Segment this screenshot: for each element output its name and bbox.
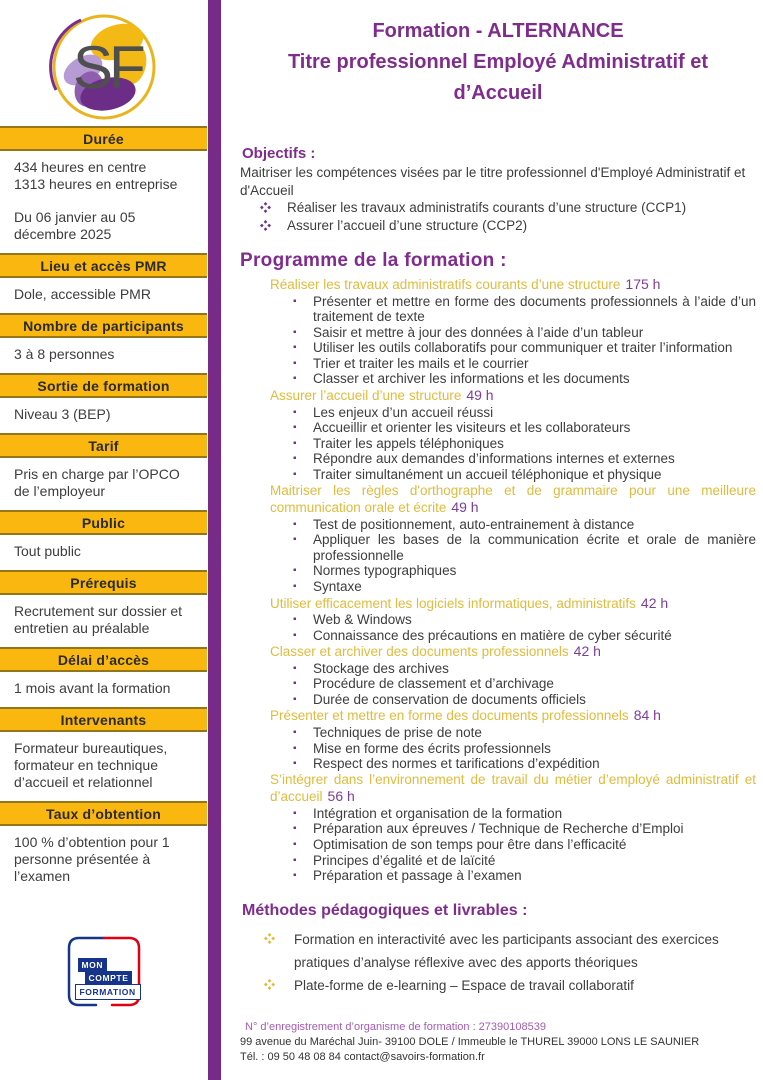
footer-registration: N° d’enregistrement d’organisme de formation : 27390108539 (245, 1021, 546, 1033)
footer-address: 99 avenue du Maréchal Juin- 39100 DOLE / Immeuble le THUREL 39000 LONS LE SAUNIER (240, 1036, 700, 1048)
square-bullet-icon: ▪ (293, 357, 297, 369)
methode-bullet-text: Plate-forme de e-learning – Espace de travail collaboratif (294, 977, 634, 993)
module-item (240, 405, 756, 421)
module-item (240, 371, 756, 387)
sidebar-text-line: 1 mois avant la formation (14, 680, 171, 696)
sidebar-text-line: 3 à 8 personnes (14, 346, 115, 362)
module-title-text: Réaliser les travaux administratifs courants d’une structure (270, 277, 621, 292)
square-bullet-icon: ▪ (293, 838, 297, 850)
square-bullet-icon: ▪ (293, 580, 297, 592)
module-title-text: Utiliser efficacement les logiciels informatiques, administratifs (270, 595, 636, 611)
sidebar-section (0, 647, 207, 707)
footer-contact: Tél. : 09 50 48 08 84 contact@savoirs-formation.fr (240, 1051, 485, 1063)
module-item-text: Optimisation de son temps pour être dans l’efficacité (313, 836, 627, 852)
square-bullet-icon: ▪ (293, 295, 297, 307)
module-item-text: Préparation et passage à l’examen (313, 868, 522, 884)
objectifs-intro: Maitriser les compétences visées par le titre professionnel d'Employé Administratif et d'Accueil (240, 165, 746, 198)
programme-module (240, 595, 756, 644)
module-title (270, 276, 756, 294)
mon-compte-formation-logo (64, 935, 144, 1009)
square-bullet-icon: ▪ (293, 629, 297, 641)
module-item (240, 661, 756, 677)
module-item (240, 325, 756, 341)
sidebar-section-body (0, 826, 207, 895)
sidebar-text-line (14, 193, 197, 209)
module-item-text: Préparation aux épreuves / Technique de Recherche d’Emploi (313, 821, 684, 837)
page-title (240, 16, 756, 109)
module-title (270, 483, 756, 517)
module-title (270, 707, 756, 725)
sidebar-section-label: Public (81, 514, 126, 531)
diamond-bullet-icon (260, 199, 287, 217)
sidebar-section-label: Taux d’obtention (46, 805, 161, 822)
square-bullet-icon: ▪ (293, 693, 297, 705)
module-title-text: Présenter et mettre en forme des documents professionnels (270, 708, 629, 724)
objectif-bullet-item (240, 199, 756, 217)
sidebar-text-line: 434 heures en centre (14, 159, 147, 175)
sf-logo-text: SF (72, 34, 142, 101)
methode-bullet-item (240, 928, 756, 974)
module-item (240, 579, 756, 595)
module-title (270, 643, 756, 661)
sidebar-section (0, 510, 207, 570)
sidebar-section-header (0, 433, 207, 458)
square-bullet-icon: ▪ (293, 453, 297, 465)
module-item-text: Stockage des archives (313, 660, 449, 676)
sidebar-section-body (0, 338, 207, 373)
diamond-bullet-icon (260, 217, 287, 235)
module-item (240, 741, 756, 757)
programme-module (240, 483, 756, 595)
module-item (240, 868, 756, 884)
module-item (240, 436, 756, 452)
programme-heading: Programme de la formation : (240, 250, 507, 271)
mcf-line-formation: FORMATION (75, 984, 141, 1000)
module-item (240, 837, 756, 853)
square-bullet-icon: ▪ (293, 742, 297, 754)
module-item (240, 853, 756, 869)
mcf-line-compte: COMPTE (85, 971, 133, 985)
main-content (240, 0, 756, 997)
module-item-text: Traiter les appels téléphoniques (313, 435, 504, 451)
sidebar-section-body (0, 398, 207, 433)
footer (240, 1020, 756, 1065)
sidebar-section (0, 801, 207, 895)
square-bullet-icon: ▪ (293, 437, 297, 449)
square-bullet-icon: ▪ (293, 534, 297, 546)
programme-module (240, 643, 756, 707)
module-item-text: Normes typographiques (313, 563, 457, 579)
sidebar-section-header (0, 126, 207, 151)
module-item-text: Utiliser les outils collaboratifs pour communiquer et traiter l’information (313, 340, 733, 356)
module-item (240, 692, 756, 708)
module-hours: 49 h (466, 387, 494, 404)
module-item (240, 420, 756, 436)
mcf-line-mon: MON (78, 958, 108, 972)
sidebar-section (0, 433, 207, 510)
module-item-text: Connaissance des précautions en matière de cyber sécurité (313, 627, 672, 643)
module-hours: 56 h (327, 788, 355, 805)
module-item-text: Accueillir et orienter les visiteurs et les collaborateurs (313, 420, 631, 436)
sidebar-section-label: Lieu et accès PMR (40, 257, 167, 274)
sidebar-text-line: Pris en charge par l’OPCO de l’employeur (14, 466, 180, 499)
module-item-text: Classer et archiver les informations et les documents (313, 371, 630, 387)
square-bullet-icon: ▪ (293, 565, 297, 577)
module-title-text: Maitriser les règles d'orthographe et de grammaire pour une meilleure communication orale et écrite (270, 482, 756, 516)
module-title (270, 595, 756, 613)
module-hours: 49 h (451, 499, 479, 516)
module-item-text: Mise en forme des écrits professionnels (313, 740, 551, 756)
sidebar-section-label: Intervenants (60, 711, 147, 728)
sidebar-section-header (0, 801, 207, 826)
sidebar-section-header (0, 647, 207, 672)
sidebar-section-body (0, 278, 207, 313)
sidebar-section-label: Tarif (88, 437, 119, 454)
sidebar-section-body (0, 151, 207, 253)
page-title-line: Formation - ALTERNANCE (372, 20, 624, 42)
square-bullet-icon: ▪ (293, 662, 297, 674)
module-item-text: Intégration et organisation de la formation (313, 805, 563, 821)
module-hours: 42 h (573, 643, 601, 660)
sidebar-section (0, 313, 207, 373)
sidebar-text-line: 100 % d’obtention pour 1 personne présentée à l’examen (14, 834, 170, 884)
module-item-text: Trier et traiter les mails et le courrier (313, 355, 529, 371)
module-item (240, 294, 756, 325)
sidebar-section-body (0, 458, 207, 510)
square-bullet-icon: ▪ (293, 406, 297, 418)
objectifs-heading: Objectifs : (242, 145, 316, 162)
square-bullet-icon: ▪ (293, 758, 297, 770)
module-item-text: Principes d’égalité et de laïcité (313, 852, 496, 868)
module-item-text: Respect des normes et tarifications d’expédition (313, 756, 600, 772)
sidebar-section-body (0, 672, 207, 707)
square-bullet-icon: ▪ (293, 326, 297, 338)
sidebar-section (0, 373, 207, 433)
square-bullet-icon: ▪ (293, 422, 297, 434)
objectif-bullet-text: Réaliser les travaux administratifs courants d’une structure (CCP1) (287, 200, 687, 215)
methode-bullet-item (240, 974, 756, 997)
sidebar (0, 0, 207, 1009)
module-title (270, 387, 756, 405)
module-item (240, 467, 756, 483)
square-bullet-icon: ▪ (293, 518, 297, 530)
module-item-text: Traiter simultanément un accueil téléphonique et physique (313, 466, 662, 482)
objectif-bullet-item (240, 217, 756, 235)
sidebar-text-line: Dole, accessible PMR (14, 286, 151, 302)
square-bullet-icon: ▪ (293, 726, 297, 738)
module-item-text: Techniques de prise de note (313, 724, 482, 740)
methode-bullet-text: Formation en interactivité avec les participants associant des exercices pratiques d’analyse réflexive avec des apports théoriques (294, 931, 719, 970)
sidebar-section (0, 707, 207, 801)
module-item-text: Test de positionnement, auto-entrainement à distance (313, 516, 635, 532)
module-title-text: Classer et archiver des documents professionnels (270, 644, 569, 660)
module-item (240, 676, 756, 692)
sidebar-section-body (0, 732, 207, 801)
diamond-bullet-icon (264, 928, 294, 974)
sidebar-section-label: Nombre de participants (23, 317, 184, 334)
module-title-text: Assurer l’accueil d’une structure (270, 388, 462, 404)
sidebar-text-line: 1313 heures en entreprise (14, 176, 178, 192)
module-item-text: Saisir et mettre à jour des données à l’aide d’un tableur (313, 324, 644, 340)
module-hours: 175 h (625, 276, 661, 292)
sidebar-text-line: Tout public (14, 543, 81, 559)
module-item-text: Syntaxe (313, 578, 362, 594)
square-bullet-icon: ▪ (293, 342, 297, 354)
module-item (240, 451, 756, 467)
sidebar-section-header (0, 373, 207, 398)
diamond-bullet-icon (264, 974, 294, 997)
module-hours: 84 h (633, 707, 661, 724)
module-item-text: Procédure de classement et d’archivage (313, 676, 554, 692)
square-bullet-icon: ▪ (293, 678, 297, 690)
vertical-divider (208, 0, 221, 1080)
sidebar-text-line: Niveau 3 (BEP) (14, 406, 111, 422)
module-item-text: Appliquer les bases de la communication écrite et orale de manière professionnelle (313, 532, 756, 563)
sidebar-section-label: Délai d’accès (57, 651, 150, 668)
module-item-text: Durée de conservation de documents officiels (313, 691, 586, 707)
sidebar-section (0, 570, 207, 647)
sidebar-text-line: Formateur bureautiques, formateur en technique d’accueil et relationnel (14, 740, 168, 790)
module-item (240, 628, 756, 644)
sidebar-section-label: Prérequis (70, 574, 137, 591)
module-item-text: Répondre aux demandes d’informations internes et externes (313, 451, 675, 467)
module-item-text: Les enjeux d’un accueil réussi (313, 404, 494, 420)
module-item-text: Web & Windows (313, 612, 412, 627)
programme-module (240, 772, 756, 884)
sidebar-text-line: Du 06 janvier au 05 décembre 2025 (14, 209, 136, 242)
sidebar-section-body (0, 535, 207, 570)
module-item (240, 612, 756, 628)
square-bullet-icon: ▪ (293, 373, 297, 385)
programme-module (240, 387, 756, 482)
sidebar-section (0, 253, 207, 313)
sidebar-section-header (0, 313, 207, 338)
module-item (240, 806, 756, 822)
sidebar-section-label: Sortie de formation (37, 377, 170, 394)
sidebar-section-header (0, 253, 207, 278)
module-item (240, 821, 756, 837)
sidebar-section (0, 126, 207, 253)
square-bullet-icon: ▪ (293, 807, 297, 819)
square-bullet-icon: ▪ (293, 823, 297, 835)
module-item (240, 532, 756, 563)
module-item (240, 563, 756, 579)
programme-module (240, 276, 756, 387)
module-item (240, 725, 756, 741)
module-hours: 42 h (640, 594, 669, 611)
sidebar-section-header (0, 510, 207, 535)
sidebar-text-line: Recrutement sur dossier et entretien au préalable (14, 603, 183, 636)
module-item (240, 340, 756, 356)
objectif-bullet-text: Assurer l’accueil d’une structure (CCP2) (287, 218, 528, 233)
sidebar-section-header (0, 707, 207, 732)
sidebar-section-header (0, 570, 207, 595)
square-bullet-icon: ▪ (293, 870, 297, 882)
module-item (240, 517, 756, 533)
methodes-heading: Méthodes pédagogiques et livrables : (242, 901, 528, 919)
programme-module (240, 707, 756, 771)
page-title-line: d’Accueil (453, 82, 543, 104)
sf-logo-icon (45, 12, 163, 122)
module-item-text: Présenter et mettre en forme des documents professionnels à l’aide d’un traitement de texte (313, 293, 756, 325)
sidebar-section-label: Durée (83, 130, 124, 147)
sf-logo (0, 0, 207, 126)
square-bullet-icon: ▪ (293, 854, 297, 866)
square-bullet-icon: ▪ (293, 468, 297, 480)
module-item (240, 356, 756, 372)
module-item (240, 756, 756, 772)
sidebar-section-body (0, 595, 207, 647)
module-title (270, 772, 756, 806)
page-title-line: Titre professionnel Employé Administratif et (287, 51, 709, 73)
square-bullet-icon: ▪ (293, 614, 297, 625)
module-title-text: S’intégrer dans l’environnement de travail du métier d’employé administratif et d’accueil (270, 771, 756, 805)
